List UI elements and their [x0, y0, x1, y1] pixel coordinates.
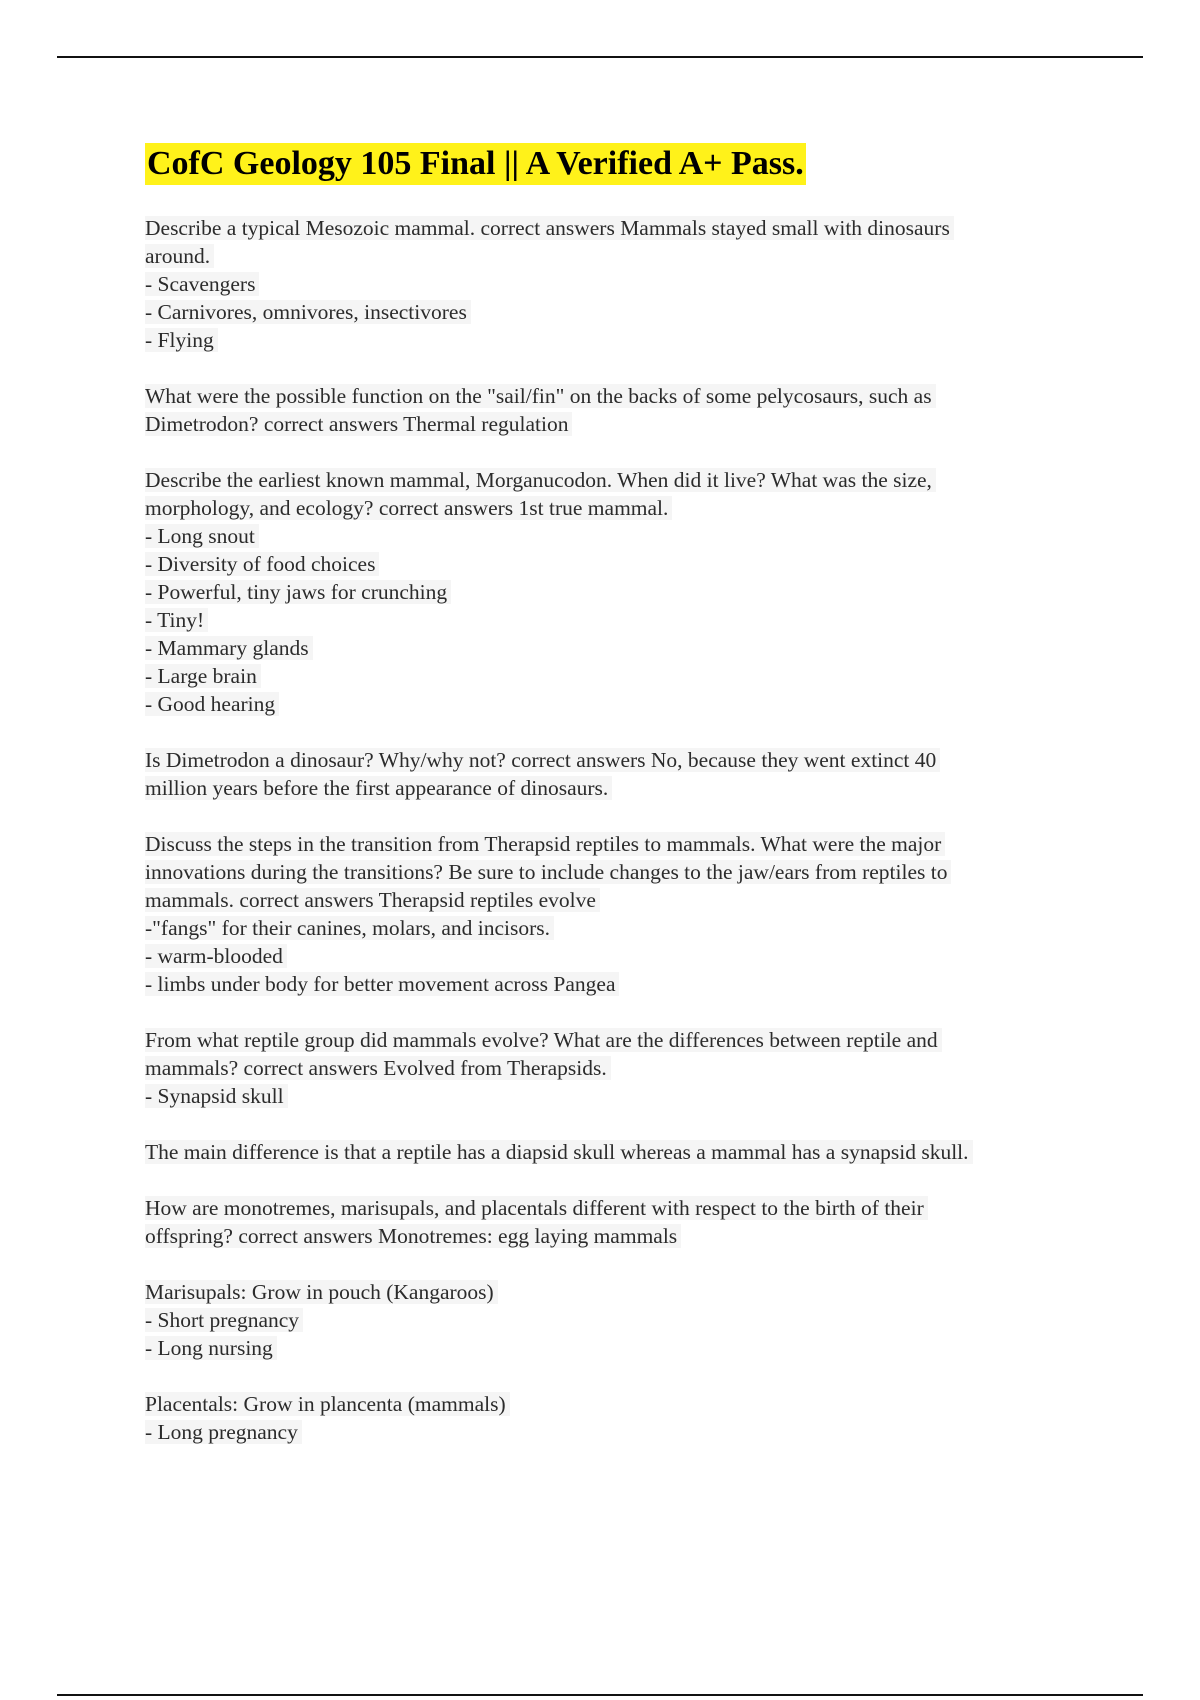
block-line: [145, 298, 1085, 326]
block-line: [145, 326, 1085, 354]
qa-block: [145, 1278, 1085, 1362]
block-line: [145, 1306, 1085, 1334]
block-line: [145, 1222, 1085, 1250]
line-text: How are monotremes, marisupals, and placentals different with respect to the birth of their: [145, 1196, 928, 1220]
block-line: [145, 410, 1085, 438]
block-line: [145, 522, 1085, 550]
block-first-line: [145, 466, 1085, 494]
block-first-line: [145, 746, 1085, 774]
line-text: Describe the earliest known mammal, Morganucodon. When did it live? What was the size,: [145, 468, 936, 492]
line-text: mammals? correct answers Evolved from Therapsids.: [145, 1056, 611, 1080]
block-first-line: [145, 1026, 1085, 1054]
document-title: CofC Geology 105 Final || A Verified A+ Pass.: [145, 143, 806, 185]
line-text: - Flying: [145, 328, 218, 352]
line-text: - Short pregnancy: [145, 1308, 303, 1332]
block-first-line: [145, 1138, 1085, 1166]
block-line: [145, 858, 1085, 886]
line-text: Describe a typical Mesozoic mammal. correct answers Mammals stayed small with dinosaurs: [145, 216, 954, 240]
qa-block: [145, 1026, 1085, 1110]
line-text: morphology, and ecology? correct answers 1st true mammal.: [145, 496, 672, 520]
block-line: [145, 970, 1085, 998]
line-text: - Carnivores, omnivores, insectivores: [145, 300, 471, 324]
block-line: [145, 914, 1085, 942]
line-text: innovations during the transitions? Be sure to include changes to the jaw/ears from reptiles to: [145, 860, 951, 884]
block-line: [145, 662, 1085, 690]
line-text: - Long pregnancy: [145, 1420, 302, 1444]
line-text: Discuss the steps in the transition from Therapsid reptiles to mammals. What were the major: [145, 832, 945, 856]
line-text: - Synapsid skull: [145, 1084, 288, 1108]
qa-block: [145, 1138, 1085, 1166]
bottom-divider: [57, 1694, 1143, 1696]
top-divider: [57, 56, 1143, 58]
block-first-line: [145, 830, 1085, 858]
line-text: mammals. correct answers Therapsid reptiles evolve: [145, 888, 600, 912]
block-line: [145, 1418, 1085, 1446]
qa-block: [145, 382, 1085, 438]
block-line: [145, 242, 1085, 270]
block-line: [145, 606, 1085, 634]
block-first-line: [145, 214, 1085, 242]
document-body: [145, 214, 1085, 1474]
qa-block: [145, 466, 1085, 718]
qa-block: [145, 214, 1085, 354]
qa-block: [145, 1390, 1085, 1446]
line-text: - warm-blooded: [145, 944, 287, 968]
block-line: [145, 578, 1085, 606]
line-text: - Powerful, tiny jaws for crunching: [145, 580, 451, 604]
line-text: - Large brain: [145, 664, 261, 688]
line-text: The main difference is that a reptile has a diapsid skull whereas a mammal has a synapsid skull.: [145, 1140, 973, 1164]
line-text: around.: [145, 244, 214, 268]
qa-block: [145, 746, 1085, 802]
block-first-line: [145, 1278, 1085, 1306]
block-line: [145, 774, 1085, 802]
block-line: [145, 1082, 1085, 1110]
line-text: - limbs under body for better movement across Pangea: [145, 972, 619, 996]
block-line: [145, 1054, 1085, 1082]
line-text: - Good hearing: [145, 692, 279, 716]
line-text: What were the possible function on the "sail/fin" on the backs of some pelycosaurs, such as: [145, 384, 936, 408]
title-container: [145, 143, 806, 185]
line-text: - Mammary glands: [145, 636, 313, 660]
line-text: From what reptile group did mammals evolve? What are the differences between reptile and: [145, 1028, 942, 1052]
line-text: -"fangs" for their canines, molars, and incisors.: [145, 916, 554, 940]
line-text: - Scavengers: [145, 272, 259, 296]
line-text: Placentals: Grow in plancenta (mammals): [145, 1392, 510, 1416]
block-line: [145, 494, 1085, 522]
block-first-line: [145, 382, 1085, 410]
line-text: million years before the first appearance of dinosaurs.: [145, 776, 612, 800]
line-text: Is Dimetrodon a dinosaur? Why/why not? correct answers No, because they went extinct 40: [145, 748, 940, 772]
line-text: - Tiny!: [145, 608, 208, 632]
line-text: - Long nursing: [145, 1336, 277, 1360]
block-first-line: [145, 1194, 1085, 1222]
line-text: - Diversity of food choices: [145, 552, 379, 576]
block-line: [145, 634, 1085, 662]
qa-block: [145, 830, 1085, 998]
line-text: Dimetrodon? correct answers Thermal regulation: [145, 412, 572, 436]
block-line: [145, 1334, 1085, 1362]
line-text: - Long snout: [145, 524, 259, 548]
block-line: [145, 942, 1085, 970]
block-line: [145, 886, 1085, 914]
block-first-line: [145, 1390, 1085, 1418]
qa-block: [145, 1194, 1085, 1250]
block-line: [145, 690, 1085, 718]
line-text: Marisupals: Grow in pouch (Kangaroos): [145, 1280, 498, 1304]
line-text: offspring? correct answers Monotremes: egg laying mammals: [145, 1224, 681, 1248]
block-line: [145, 270, 1085, 298]
block-line: [145, 550, 1085, 578]
